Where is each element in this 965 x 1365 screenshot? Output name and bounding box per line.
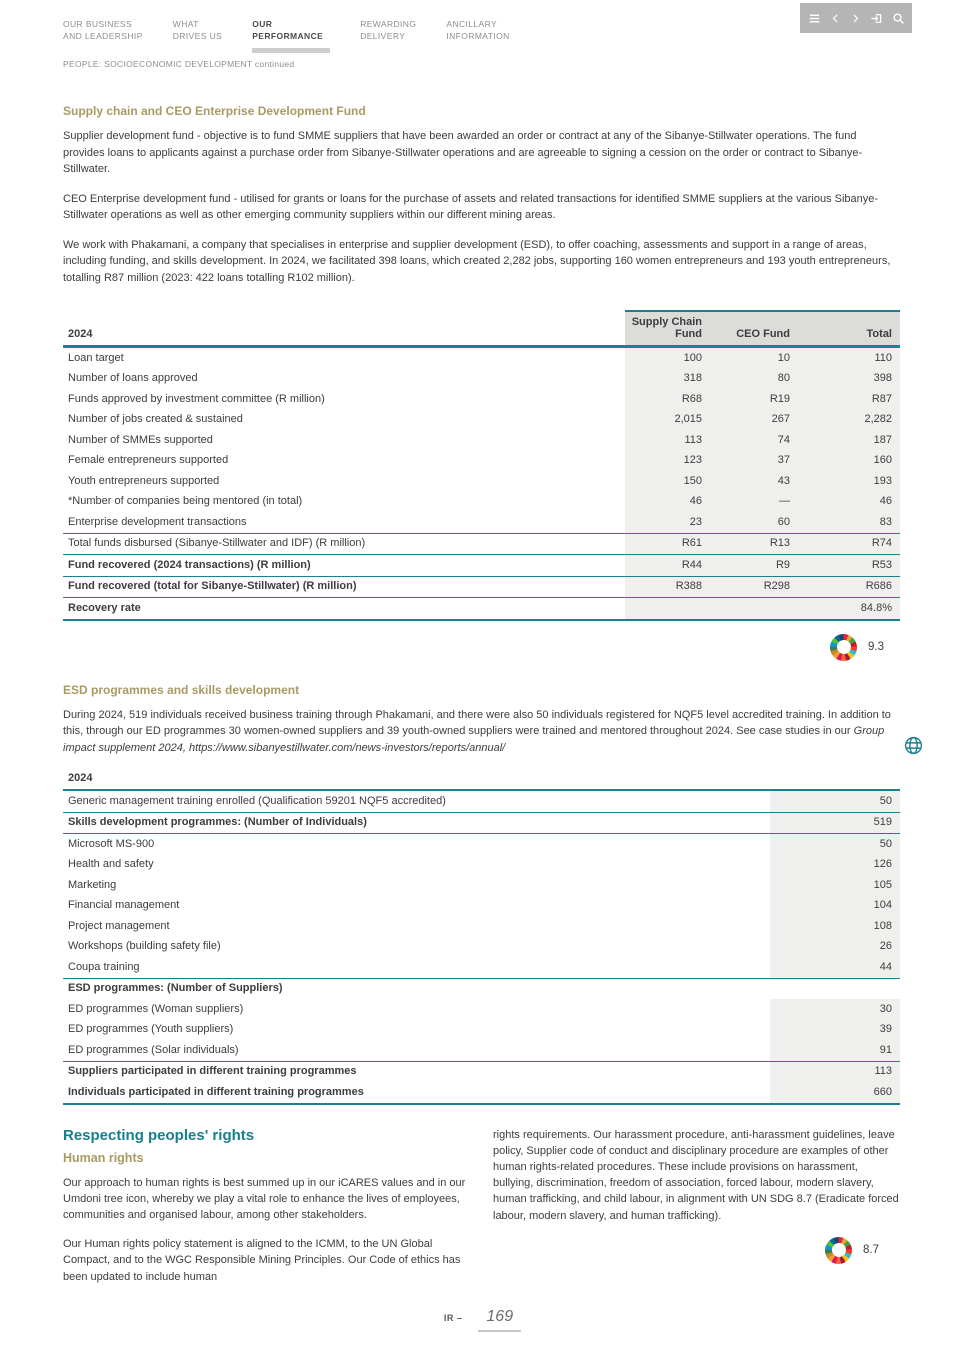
row-value: 2,282 bbox=[798, 410, 900, 431]
row-label: Total funds disbursed (Sibanye-Stillwater and IDF) (R million) bbox=[63, 533, 625, 555]
row-value: 50 bbox=[770, 834, 900, 855]
row-value: R298 bbox=[710, 576, 798, 598]
row-value: 150 bbox=[625, 471, 710, 492]
fund-table-row bbox=[63, 576, 900, 598]
esd-table-row bbox=[63, 957, 900, 978]
nav-item-label-line2: DELIVERY bbox=[360, 31, 406, 42]
fund-table-row bbox=[63, 555, 900, 577]
table-year-header: 2024 bbox=[63, 772, 900, 790]
fund-table-row bbox=[63, 471, 900, 492]
section-heading: ESD programmes and skills development bbox=[63, 682, 300, 697]
esd-table-row bbox=[63, 790, 900, 812]
row-label: Individuals participated in different training programmes bbox=[63, 1082, 770, 1104]
row-label: Youth entrepreneurs supported bbox=[68, 474, 220, 487]
chevron-left-icon[interactable] bbox=[830, 12, 841, 25]
row-value: 108 bbox=[770, 916, 900, 937]
search-icon[interactable] bbox=[892, 12, 905, 25]
chevron-right-icon[interactable] bbox=[850, 12, 861, 25]
rights-right-column bbox=[493, 1127, 899, 1298]
row-label: Recovery rate bbox=[63, 598, 625, 620]
row-value: R13 bbox=[710, 533, 798, 555]
row-value: R68 bbox=[625, 389, 710, 410]
nav-item-label-line2: AND LEADERSHIP bbox=[63, 31, 143, 42]
row-value: 23 bbox=[625, 512, 710, 533]
row-label: Marketing bbox=[68, 878, 117, 891]
row-value: R9 bbox=[710, 555, 798, 577]
row-value: 267 bbox=[710, 410, 798, 431]
fund-table-row bbox=[63, 492, 900, 513]
esd-table-row bbox=[63, 812, 900, 834]
section-heading: Supply chain and CEO Enterprise Development Fund bbox=[63, 104, 366, 118]
paragraph-text: During 2024, 519 individuals received business training through Phakamani, and there were also 50 individuals registered for NQF5 level accredited training. In addition to this, through our ED programmes 30 women-owned suppliers and 39 youth-owned suppliers were trained and mentored throughout 2024. See case studies in our bbox=[63, 708, 891, 737]
paragraph: We work with Phakamani, a company that specialises in enterprise and supplier development (ESD), to offer coaching, assessments and support in a range of areas, including funding, and skills development. In 2024, we facilitated 398 loans, which created 2,282 jobs, supporting 160 women entrepreneurs and 193 youth entrepreneurs, totalling R87 million (2023: 422 loans totalling R102 million). bbox=[63, 238, 891, 284]
row-label: Female entrepreneurs supported bbox=[68, 454, 229, 466]
nav-item-label-line1: OUR BUSINESS bbox=[63, 19, 133, 29]
row-label: Number of jobs created & sustained bbox=[68, 413, 243, 425]
row-value: 123 bbox=[625, 451, 710, 472]
row-label: Number of SMMEs supported bbox=[68, 433, 213, 446]
row-label: *Number of companies being mentored (in total) bbox=[68, 495, 303, 507]
column-header-total: Total bbox=[798, 311, 900, 347]
row-value: 26 bbox=[770, 937, 900, 958]
row-value: 187 bbox=[798, 430, 900, 451]
row-value: 84.8% bbox=[798, 598, 900, 620]
row-label: Fund recovered (total for Sibanye-Stillwater) (R million) bbox=[63, 576, 625, 598]
primary-nav bbox=[63, 18, 510, 53]
fund-table-row bbox=[63, 410, 900, 431]
nav-item-label-line1: OUR bbox=[252, 19, 273, 29]
row-value: 43 bbox=[710, 471, 798, 492]
nav-item-label-line2: PERFORMANCE bbox=[252, 31, 324, 42]
section-heading: Respecting peoples' rights bbox=[63, 1126, 255, 1144]
row-value: 80 bbox=[710, 369, 798, 390]
row-label: Coupa training bbox=[63, 957, 770, 978]
esd-table-row bbox=[63, 978, 900, 999]
row-value: 30 bbox=[770, 999, 900, 1020]
row-value: 50 bbox=[770, 790, 900, 812]
row-value: R61 bbox=[625, 533, 710, 555]
paragraph: Supplier development fund - objective is to fund SMME suppliers that have been awarded an order or contract at any of the Sibanye-Stillwater operations. The fund provides loans to applicants against a purchase order from Sibanye-Stillwater operations and are agreeable to signing a cession on the order or contract to Sibanye-Stillwater. bbox=[63, 130, 863, 175]
row-value: 105 bbox=[770, 875, 900, 896]
row-value: R53 bbox=[798, 555, 900, 577]
esd-table-row bbox=[63, 1040, 900, 1061]
row-value: 44 bbox=[770, 957, 900, 978]
row-value: 60 bbox=[710, 512, 798, 533]
section-supply-chain bbox=[63, 104, 900, 286]
sdg-wheel-icon bbox=[830, 634, 857, 661]
esd-table-row bbox=[63, 937, 900, 958]
table-year-header: 2024 bbox=[63, 311, 625, 347]
page-footer bbox=[0, 1308, 965, 1332]
row-value: R44 bbox=[625, 555, 710, 577]
row-value: R388 bbox=[625, 576, 710, 598]
breadcrumb: PEOPLE: SOCIOECONOMIC DEVELOPMENT continued bbox=[63, 59, 295, 69]
row-value: 160 bbox=[798, 451, 900, 472]
section-esd bbox=[63, 683, 900, 757]
row-value: R19 bbox=[710, 389, 798, 410]
row-value: 126 bbox=[770, 855, 900, 876]
row-value: — bbox=[710, 492, 798, 513]
row-label: Project management bbox=[68, 919, 170, 932]
row-label: Fund recovered (2024 transactions) (R million) bbox=[63, 555, 625, 577]
esd-table-row bbox=[63, 916, 900, 937]
fund-table-row bbox=[63, 598, 900, 620]
paragraph: CEO Enterprise development fund - utilised for grants or loans for the purchase of assets and related transactions for identified SMME suppliers at the various Sibanye-Stillwater operations as well as other emerging community suppliers within our different mining areas. bbox=[63, 192, 879, 221]
paragraph-reference-italic: Group impact supplement 2024, https://www.sibanyestillwater.com/news-investors/reports/annual/ bbox=[63, 725, 885, 754]
nav-item-ancillary-information[interactable] bbox=[446, 18, 509, 53]
fund-table-row bbox=[63, 512, 900, 533]
row-value: R74 bbox=[798, 533, 900, 555]
row-value: 10 bbox=[710, 347, 798, 369]
supply-chain-fund-table bbox=[63, 310, 900, 621]
row-label: Loan target bbox=[68, 351, 124, 364]
nav-item-label-line1: ANCILLARY bbox=[446, 19, 498, 29]
row-value: 660 bbox=[770, 1082, 900, 1104]
row-value: 100 bbox=[625, 347, 710, 369]
fund-table-row bbox=[63, 347, 900, 369]
paragraph bbox=[63, 707, 900, 757]
esd-table-row bbox=[63, 999, 900, 1020]
row-value: R87 bbox=[798, 389, 900, 410]
sdg-target-label: 8.7 bbox=[863, 1244, 879, 1257]
paragraph: rights requirements. Our harassment procedure, anti-harassment guidelines, leave policy, Supplier code of conduct and disciplinary procedure are examples of other human rights-related procedures. These include provisions on harassment, bullying, discrimination, freedom of association, forced labour, modern slavery, human trafficking, and child labour, in alignment with UN SDG 8.7 (Eradicate forced labour, modern slavery, and human trafficking). bbox=[493, 1128, 899, 1222]
esd-table-row bbox=[63, 1082, 900, 1104]
row-label: Workshops (building safety file) bbox=[68, 940, 221, 952]
main-content bbox=[63, 104, 900, 1298]
row-label: ED programmes (Youth suppliers) bbox=[68, 1023, 234, 1035]
row-value bbox=[710, 598, 798, 620]
menu-icon[interactable] bbox=[808, 12, 821, 25]
page-number: 169 bbox=[478, 1308, 521, 1332]
fund-table-row bbox=[63, 389, 900, 410]
esd-programmes-table bbox=[63, 772, 900, 1105]
row-label: Generic management training enrolled (Qualification 59201 NQF5 accredited) bbox=[63, 790, 770, 812]
sdg-wheel-icon bbox=[825, 1237, 852, 1264]
column-header-ceo-fund: CEO Fund bbox=[710, 311, 798, 347]
row-value: 46 bbox=[625, 492, 710, 513]
report-code-label: IR – bbox=[443, 1313, 463, 1323]
fund-table-header-row bbox=[63, 311, 900, 347]
row-value: 318 bbox=[625, 369, 710, 390]
esd-table-row bbox=[63, 1061, 900, 1082]
sdg-badge-row bbox=[63, 634, 884, 661]
nav-item-label-line1: WHAT bbox=[172, 19, 199, 29]
row-value: 398 bbox=[798, 369, 900, 390]
fund-table-row bbox=[63, 533, 900, 555]
row-value bbox=[625, 598, 710, 620]
row-value: 37 bbox=[710, 451, 798, 472]
row-label: Financial management bbox=[68, 899, 180, 911]
esd-table-row bbox=[63, 896, 900, 917]
column-header-supply-chain-fund: Supply Chain Fund bbox=[625, 311, 710, 347]
row-value: 46 bbox=[798, 492, 900, 513]
exit-view-icon[interactable] bbox=[870, 12, 883, 25]
row-label: ESD programmes: (Number of Suppliers) bbox=[68, 982, 283, 994]
row-value: 83 bbox=[798, 512, 900, 533]
row-label: Skills development programmes: (Number of Individuals) bbox=[63, 812, 770, 834]
fund-table-row bbox=[63, 430, 900, 451]
paragraph: Our approach to human rights is best summed up in our iCARES values and in our Umdoni tree icon, whereby we play a vital role to enhance the lives of employees, communities and organised labour, among other stakeholders. bbox=[63, 1176, 466, 1221]
rights-left-column bbox=[63, 1127, 469, 1298]
fund-table-row bbox=[63, 369, 900, 390]
row-label: Health and safety bbox=[68, 858, 154, 870]
row-value bbox=[770, 978, 900, 999]
esd-paragraph-wrap bbox=[63, 707, 900, 757]
row-value: 2,015 bbox=[625, 410, 710, 431]
paragraph: Our Human rights policy statement is aligned to the ICMM, to the UN Global Compact, and to the WGC Responsible Mining Principles. Our Code of ethics has been updated to include human bbox=[63, 1238, 461, 1283]
row-value: 110 bbox=[798, 347, 900, 369]
row-value: 113 bbox=[770, 1061, 900, 1082]
row-label: Suppliers participated in different training programmes bbox=[68, 1065, 357, 1077]
row-value: 193 bbox=[798, 471, 900, 492]
nav-item-our-performance[interactable] bbox=[252, 18, 330, 53]
nav-item-label-line2: DRIVES US bbox=[172, 31, 223, 42]
row-label: Microsoft MS-900 bbox=[68, 837, 155, 850]
nav-item-what-drives-us[interactable] bbox=[173, 18, 222, 53]
row-label: Enterprise development transactions bbox=[68, 515, 247, 528]
nav-item-label-line1: REWARDING bbox=[360, 19, 417, 29]
nav-item-rewarding-delivery[interactable] bbox=[360, 18, 416, 53]
row-value: 104 bbox=[770, 896, 900, 917]
esd-table-row bbox=[63, 1020, 900, 1041]
fund-table-row bbox=[63, 451, 900, 472]
row-value: 113 bbox=[625, 430, 710, 451]
viewer-toolbar bbox=[800, 3, 912, 33]
esd-table-row bbox=[63, 834, 900, 855]
section-respecting-rights bbox=[63, 1127, 900, 1298]
row-value: 519 bbox=[770, 812, 900, 834]
globe-icon[interactable] bbox=[903, 735, 924, 761]
esd-table-row bbox=[63, 855, 900, 876]
esd-table-header-row bbox=[63, 772, 900, 790]
row-label: ED programmes (Solar individuals) bbox=[63, 1040, 770, 1061]
section-subheading: Human rights bbox=[63, 1150, 144, 1165]
sdg-badge-row bbox=[493, 1237, 879, 1264]
esd-table-row bbox=[63, 875, 900, 896]
nav-item-our-business-and-leadership[interactable] bbox=[63, 18, 143, 53]
nav-item-label-line2: INFORMATION bbox=[446, 31, 510, 42]
row-label: Funds approved by investment committee (R million) bbox=[68, 392, 325, 405]
sdg-target-label: 9.3 bbox=[868, 641, 884, 653]
row-value: R686 bbox=[798, 576, 900, 598]
row-label: ED programmes (Woman suppliers) bbox=[68, 1002, 244, 1015]
row-value: 39 bbox=[770, 1020, 900, 1041]
row-value: 74 bbox=[710, 430, 798, 451]
row-label: Number of loans approved bbox=[68, 372, 198, 384]
row-value: 91 bbox=[770, 1040, 900, 1061]
